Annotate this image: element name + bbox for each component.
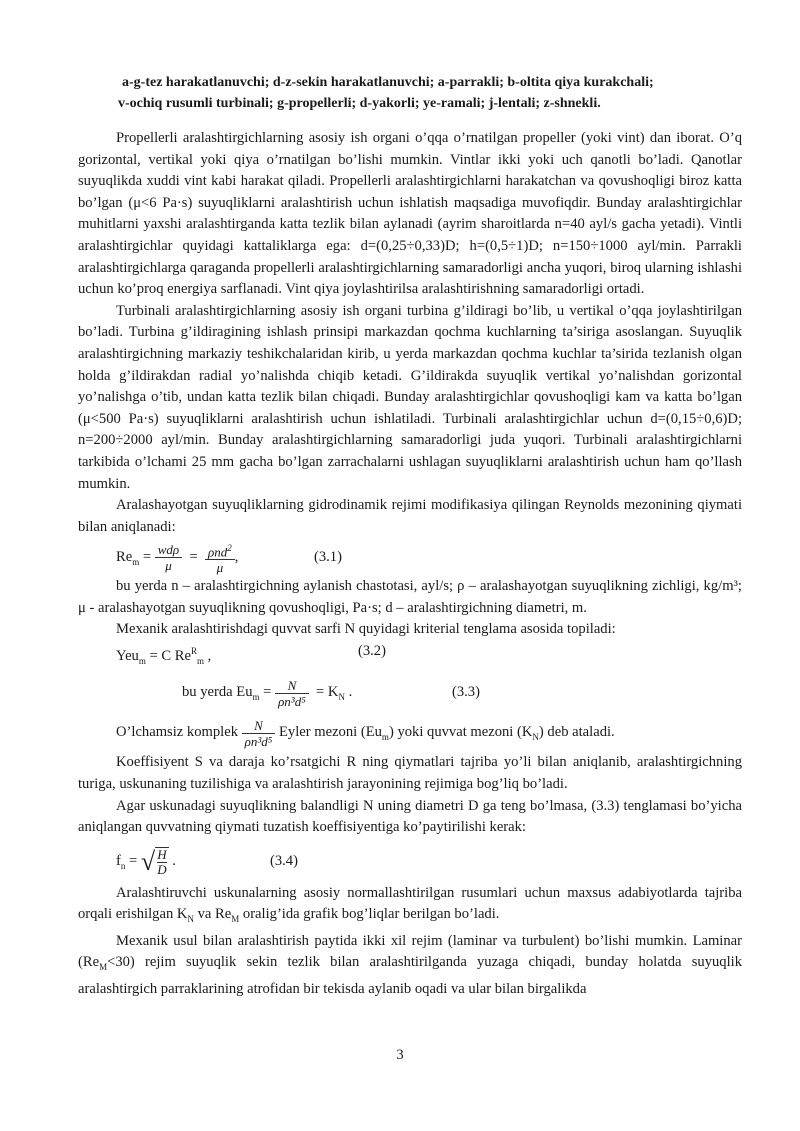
caption-line-2: v-ochiq rusumli turbinali; g-propellerli; d-yakorli; ye-ramali; j-lentali; z-shnekli.	[118, 96, 601, 111]
fraction-euler: $\frac{N}{\text{ρn³d⁵}}$	[275, 678, 309, 709]
paragraph-height-correction: Agar uskunadagi suyuqlikning balandligi N uning diametri D ga teng bo’lmasa, (3.3) tenglamasi bo’yicha aniqlangan quvvatning qiymati tuzatish koeffisiyentiga ko’paytirilishi kerak:	[78, 797, 742, 836]
fraction-wdrho-mu: $\frac{\text{wdρ}}{\mu}$	[155, 542, 182, 573]
equation-3-3: bu yerda $Eu_m$ = $\frac{N}{\text{ρn³d⁵}}$ = $K_N$ . (3.3)	[78, 672, 742, 712]
equation-number-3-2: (3.2)	[358, 643, 386, 660]
equation-3-1: $Re_m$ = $\frac{\text{wdρ}}{\mu}$ = $\frac{\rho nd^2}{\mu}$ , (3.1)	[78, 538, 742, 576]
sqrt-h-over-d: √ $\frac{H}{D}$	[140, 847, 167, 878]
fraction-rhond2-mu: $\frac{\rho nd^2}{\mu}$	[205, 541, 235, 575]
paragraph-propeller: Propellerli aralashtirgichlarning asosiy ish organi o’qqa o’rnatilgan propeller (yoki vint) dan iborat. O’q gorizontal, vertikal yoki qiya o’rnatilgan bo’lishi mumkin. Vintlar ikki yoki uch qanotli bo’ladi. Qanotlar suyuqlikda xuddi vint kabi harakat qiladi. Propellerli aralashtirgichlarni harakatchan va qovushoqligi biroz katta bo’lgan (μ<6 Pa·s) suyuqliklarni aralashtirish uchun ishlatish maqsadiga muvofiqdir. Bunday aralashtirgichlar muhitlarni yaxshi aralashtirganda katta tezlik bilan aylanadi (ayrim sharoitlarda n=40 ayl/s gacha yetadi). Vintli aralashtirgichlar quyidagi kattaliklarga ega: d=(0,25÷0,33)D; h=(0,5÷1)D; n=150÷1000 ayl/min. Parrakli aralashtirgichlarga qaraganda propellerli aralashtirgichlarning samaradorligi ancha yuqori, biroq ularning ishlashi uchun ko’proq energiya sarflanadi. Vint qiya joylashtirilsa aralashtirishning samaradorligi ortadi.	[78, 130, 742, 298]
paragraph-regimes: Mexanik usul bilan aralashtirish paytida ikki xil rejim (laminar va turbulent) bo’lishi mumkin. Laminar $(Re_M<30)$ rejim suyuqlik sekin tezlik bilan aralashtirilganda yuzaga chiqadi, bunday holatda suyuqlik aralashtirgich parraklarining atrofidan bir tekisda aylanib oqadi va ular bilan birgalikda	[78, 932, 742, 997]
paragraph-reynolds-intro: Aralashayotgan suyuqliklarning gidrodinamik rejimi modifikasiya qilingan Reynolds mezonining qiymati bilan aniqlanadi:	[78, 497, 742, 535]
document-page	[78, 72, 742, 1001]
paragraph-graphs: Aralashtiruvchi uskunalarning asosiy normallashtirilgan rusumlari uchun maxsus adabiyotlarda tajriba orqali erishilgan $K_N$ va $Re_M$ oralig’ida grafik bog’liqlar berilgan bo’ladi.	[78, 884, 742, 925]
caption-line-1: a-g-tez harakatlanuvchi; d-z-sekin harakatlanuvchi; a-parrakli; b-oltita qiya kurakchali;	[122, 75, 654, 90]
paragraph-turbine: Turbinali aralashtirgichlarning asosiy ish organi turbina g’ildiragi bo’lib, u vertikal o’qqa joylashtirilgan bo’ladi. Turbina g’ildiragining ishlash prinsipi markazdan qochma kuchlarning ta’siriga asoslangan. Suyuqlik aralashtirgichning markaziy teshikchalaridan kirib, u yerda markazdan qochma kuchlar ta’sirida tezlanish olgan holda g’ildirakdan radial yo’nalishda chiqib ketadi. G’ildirakda suyuqlik vertikal yo’nalishdan gorizontal yo’nalishga o’tib, undan katta tezlik bilan chiqadi. Bunday aralashtirgichlar qovushoqligi kam va katta bo’lgan (μ<500 Pa·s) suyuqliklarni aralashtirish uchun ishlatiladi. Turbinali aralashtirgichlar uchun d=(0,15÷0,6)D; n=200÷2000 ayl/min. Bunday aralashtirgichlarning samaradorligi juda yuqori. Turbinali aralashtirgichlarni tarkibida o’lchami 25 mm gacha bo’lgan zarrachalarni ushlagan suyuqliklarni aralashtirish uchun ham qo’llash mumkin.	[78, 302, 742, 492]
page-number: 3	[396, 1047, 404, 1063]
fraction-komplek: $\frac{N}{\text{ρn³d⁵}}$	[242, 718, 276, 749]
paragraph-komplek: O’lchamsiz komplek $\frac{N}{\text{ρn³d⁵}}$ Eyler mezoni $(Eu_m)$ yoki quvvat mezoni $(K_N)$ deb ataladi.	[116, 717, 615, 749]
equation-3-4: $f_n$ = √ $\frac{H}{D}$ . (3.4)	[78, 839, 742, 883]
paragraph-coefficient: Koeffisiyent S va daraja ko’rsatgichi R ning qiymatlari tajriba yo’li bilan aniqlanib, aralashtirgichning turiga, uskunaning tuzilishiga va aralashtirish jarayonining rejimiga bog’liq bo’ladi.	[78, 754, 742, 793]
equation-3-2: Yeu$_m$ = C $Re^R_m$ , (3.2)	[116, 643, 386, 666]
paragraph-power-intro: Mexanik aralashtirishdagi quvvat sarfi N quyidagi kriterial tenglama asosida topiladi:	[116, 621, 616, 638]
figure-caption	[78, 72, 742, 114]
equation-number-3-4: (3.4)	[270, 852, 298, 869]
paragraph-where-definitions: bu yerda n – aralashtirgichning aylanish chastotasi, ayl/s; ρ – aralashayotgan suyuqlikning zichligi, kg/m³; μ - aralashayotgan suyuqlikning qovushoqligi, Pa·s; d – aralashtirgichning diametri, m.	[78, 578, 742, 616]
equation-number-3-1: (3.1)	[314, 549, 342, 566]
equation-number-3-3: (3.3)	[452, 684, 480, 701]
